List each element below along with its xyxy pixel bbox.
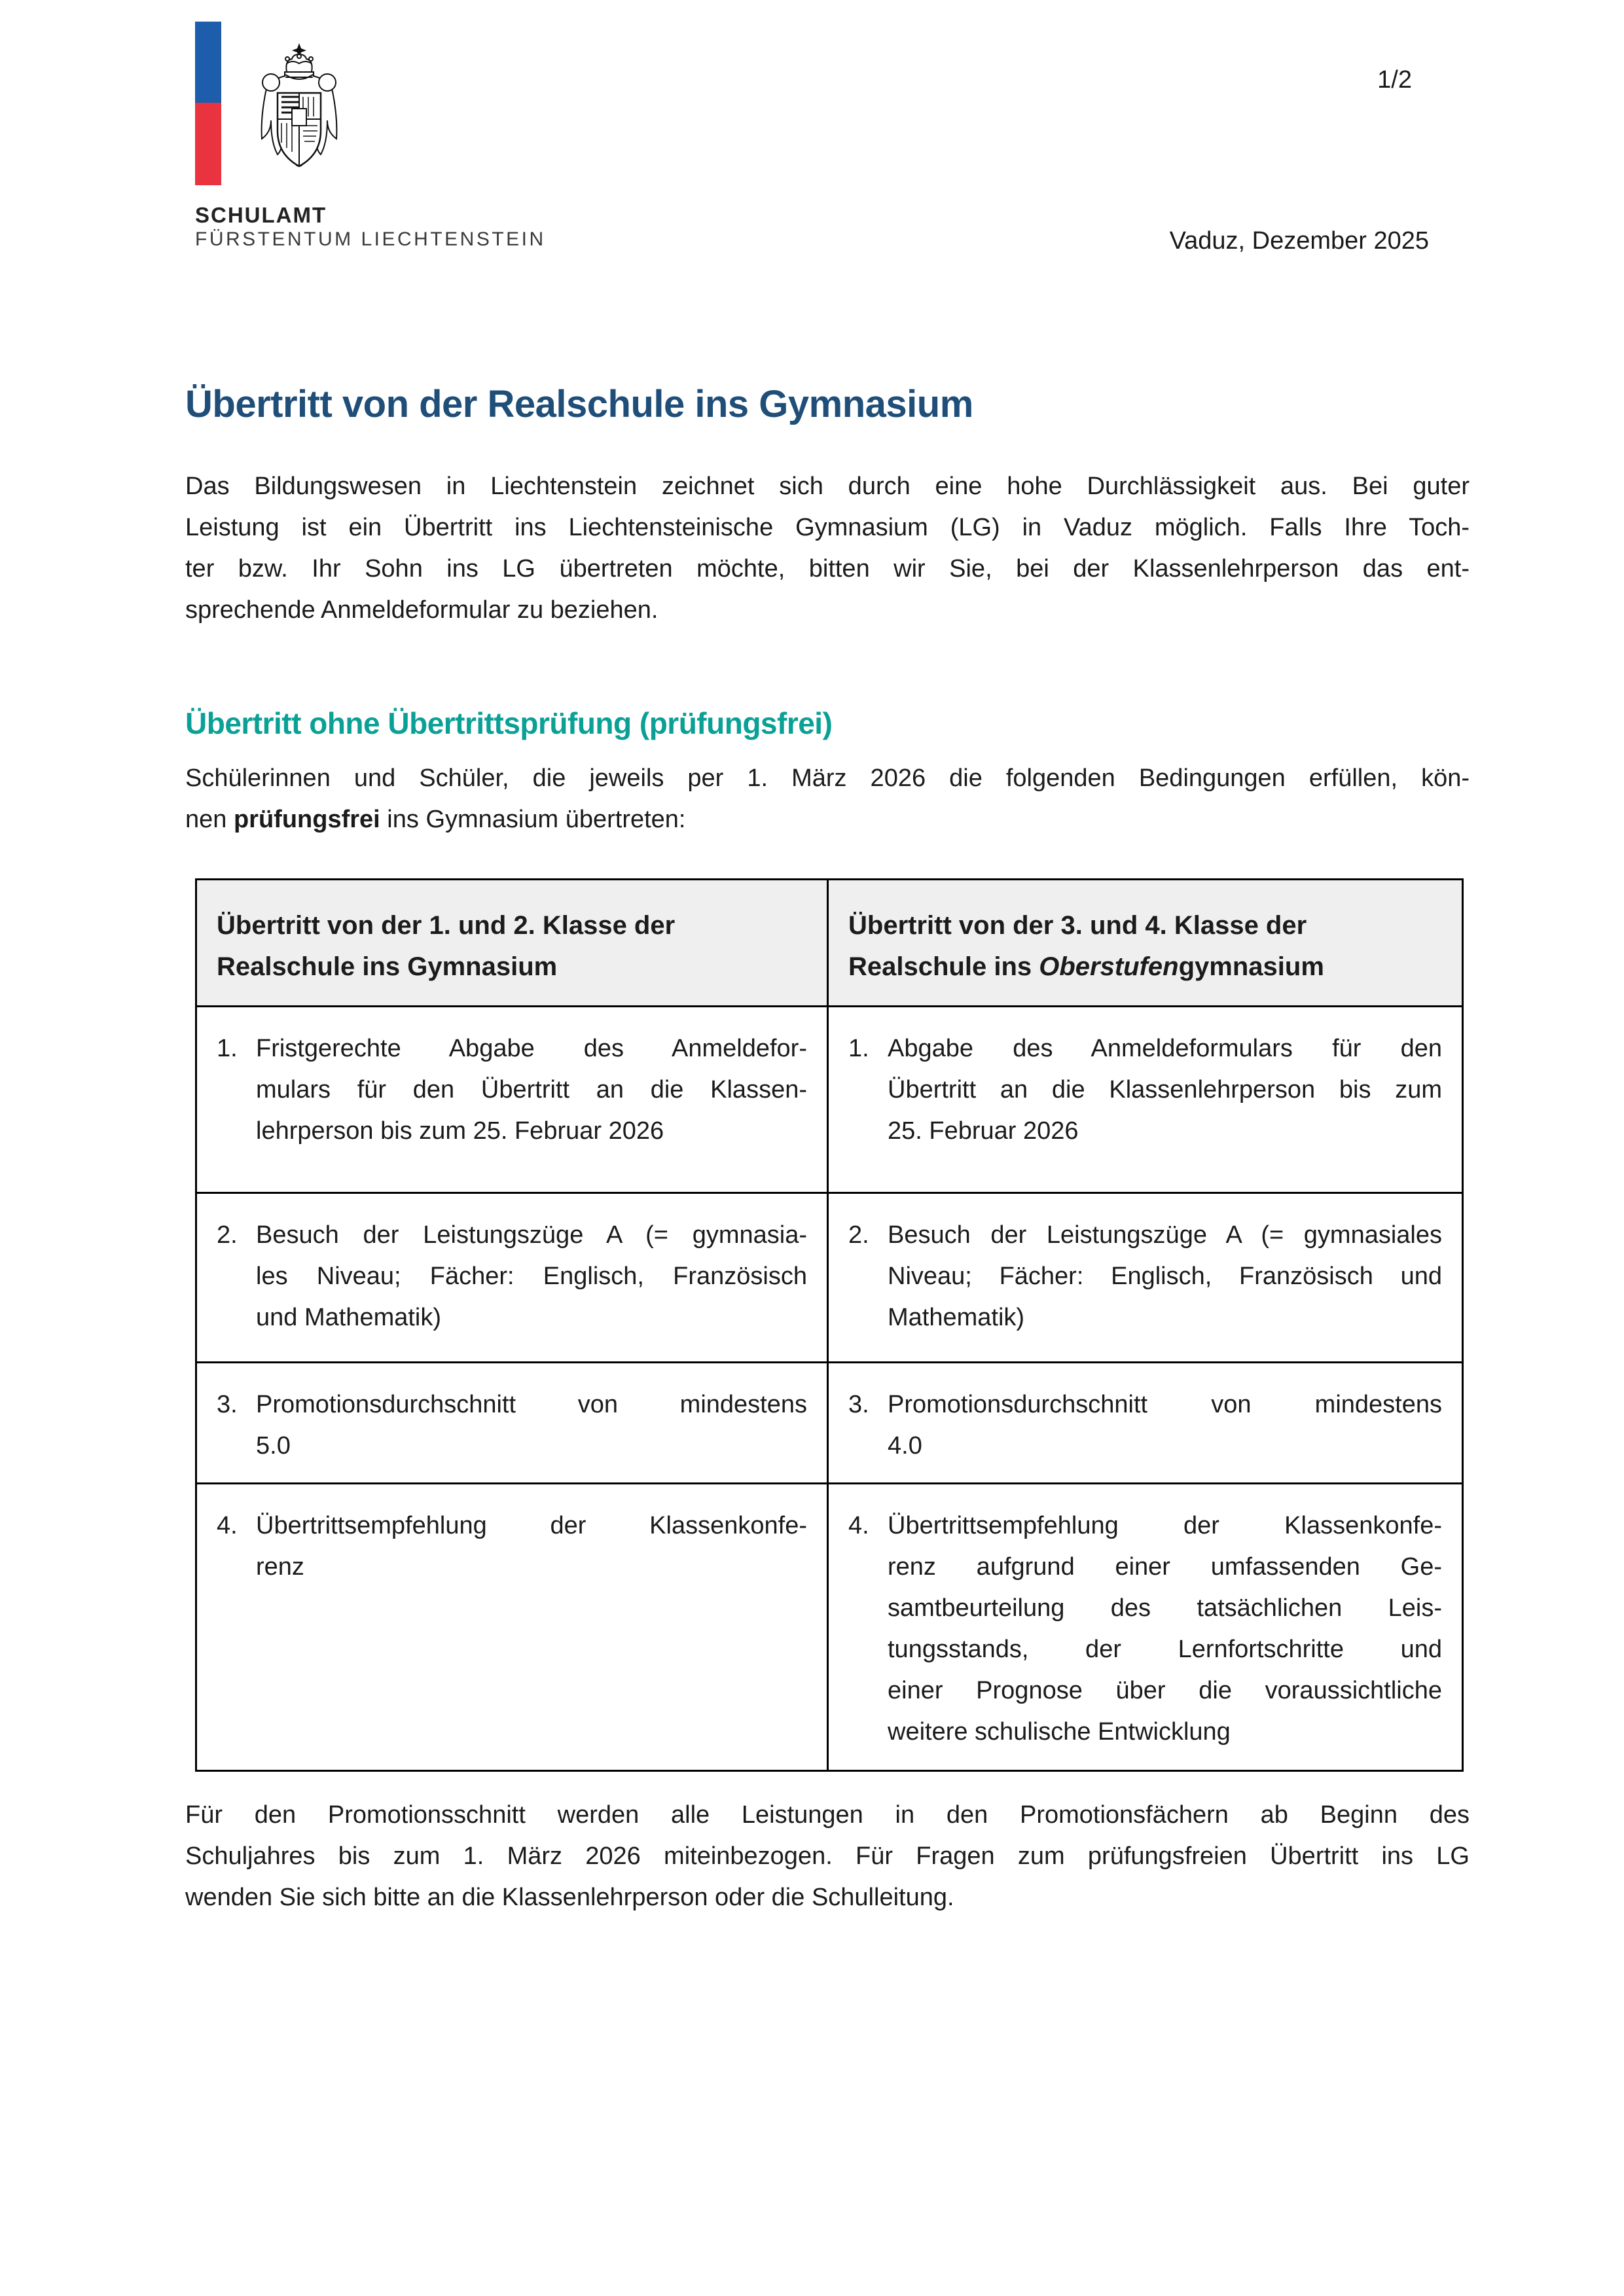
text-line: 5.0 — [256, 1432, 291, 1460]
org-subtitle: FÜRSTENTUM LIECHTENSTEIN — [195, 228, 546, 250]
text-line: Schuljahres bis zum 1. März 2026 miteinbezogen. Für Fragen zum prüfungsfreien Übertritt ins LG — [185, 1842, 1470, 1870]
list-number: 3. — [217, 1391, 238, 1418]
text-line: Übertritt von der 1. und 2. Klasse der — [217, 911, 676, 940]
text-line: und Mathematik) — [256, 1304, 442, 1331]
text-line: Realschule ins Gymnasium — [217, 952, 558, 981]
text-line — [185, 799, 1470, 840]
text-line: ter bzw. Ihr Sohn ins LG übertreten möchte, bitten wir Sie, bei der Klassenlehrperson das ent- — [185, 555, 1470, 583]
requirements-table — [195, 878, 1464, 1772]
lead-paragraph — [185, 758, 1470, 840]
list-number: 4. — [848, 1512, 869, 1539]
text-line: lehrperson bis zum 25. Februar 2026 — [256, 1117, 664, 1145]
text-line: wenden Sie sich bitte an die Klassenlehrperson oder die Schulleitung. — [185, 1884, 954, 1911]
text-line: Besuch der Leistungszüge A (= gymnasia- — [256, 1221, 807, 1249]
text-segment: nen — [185, 806, 234, 833]
text-line: 25. Februar 2026 — [888, 1117, 1079, 1145]
text-line: Promotionsdurchschnitt von mindestens — [888, 1391, 1442, 1418]
text-line: tungsstands, der Lernfortschritte und — [888, 1636, 1442, 1663]
text-segment: Realschule ins — [848, 952, 1039, 981]
text-line: samtbeurteilung des tatsächlichen Leis- — [888, 1594, 1442, 1622]
text-line: Abgabe des Anmeldeformulars für den — [888, 1035, 1442, 1062]
text-line: Promotionsdurchschnitt von mindestens — [256, 1391, 807, 1418]
logo-color-bar — [195, 22, 221, 185]
text-segment: ins Gymnasium übertreten: — [380, 806, 686, 833]
table-row — [196, 1363, 1463, 1484]
closing-paragraph — [185, 1795, 1470, 1918]
table-cell — [196, 1363, 828, 1484]
text-line: Übertritt an die Klassenlehrperson bis zum — [888, 1076, 1442, 1103]
place-date: Vaduz, Dezember 2025 — [1169, 227, 1429, 255]
table-header-cell-left — [196, 880, 828, 1007]
document-title: Übertritt von der Realschule ins Gymnasium — [185, 382, 973, 425]
table-cell — [196, 1484, 828, 1771]
table-cell — [828, 1007, 1463, 1193]
page-number: 1/2 — [1377, 66, 1412, 94]
text-line: Mathematik) — [888, 1304, 1025, 1331]
text-line: einer Prognose über die voraussichtliche — [888, 1677, 1442, 1704]
text-line: mulars für den Übertritt an die Klassen- — [256, 1076, 807, 1103]
logo-bar-red — [195, 103, 221, 185]
table-row — [196, 1007, 1463, 1193]
table-row — [196, 1193, 1463, 1363]
text-line: Besuch der Leistungszüge A (= gymnasiales — [888, 1221, 1442, 1249]
list-number: 3. — [848, 1391, 869, 1418]
text-line: les Niveau; Fächer: Englisch, Französisch — [256, 1263, 807, 1290]
text-segment: gymnasium — [1178, 952, 1324, 981]
table-cell — [196, 1193, 828, 1363]
text-line: renz — [256, 1553, 304, 1581]
list-number: 4. — [217, 1512, 238, 1539]
table-header-row — [196, 880, 1463, 1007]
text-line: Übertritt von der 3. und 4. Klasse der — [848, 911, 1307, 940]
italic-text-segment: Oberstufen — [1039, 952, 1179, 981]
text-line: Schülerinnen und Schüler, die jeweils per 1. März 2026 die folgenden Bedingungen erfüllen, kön- — [185, 764, 1470, 792]
text-line: 4.0 — [888, 1432, 922, 1460]
text-line: Das Bildungswesen in Liechtenstein zeichnet sich durch eine hohe Durchlässigkeit aus. Bei guter — [185, 473, 1470, 500]
section-heading: Übertritt ohne Übertrittsprüfung (prüfungsfrei) — [185, 706, 833, 741]
logo-bar-blue — [195, 22, 221, 103]
table-cell — [196, 1007, 828, 1193]
list-number: 1. — [217, 1035, 238, 1062]
table-row — [196, 1484, 1463, 1771]
text-line — [848, 946, 1442, 988]
list-number: 1. — [848, 1035, 869, 1062]
table-cell — [828, 1363, 1463, 1484]
list-number: 2. — [848, 1221, 869, 1249]
bold-text-segment: prüfungsfrei — [233, 806, 380, 833]
list-number: 2. — [217, 1221, 238, 1249]
text-line: weitere schulische Entwicklung — [888, 1718, 1231, 1746]
text-line: sprechende Anmeldeformular zu beziehen. — [185, 596, 659, 624]
text-line: Niveau; Fächer: Englisch, Französisch und — [888, 1263, 1442, 1290]
org-name: SCHULAMT — [195, 203, 327, 227]
coat-of-arms-icon — [244, 42, 355, 192]
text-line: Leistung ist ein Übertritt ins Liechtensteinische Gymnasium (LG) in Vaduz möglich. Falls Ihre Toch- — [185, 514, 1470, 541]
table-header-cell-right — [828, 880, 1463, 1007]
table-cell — [828, 1484, 1463, 1771]
text-line: Übertrittsempfehlung der Klassenkonfe- — [256, 1512, 807, 1539]
text-line: Übertrittsempfehlung der Klassenkonfe- — [888, 1512, 1442, 1539]
table-cell — [828, 1193, 1463, 1363]
text-line: Für den Promotionsschnitt werden alle Leistungen in den Promotionsfächern ab Beginn des — [185, 1801, 1470, 1829]
intro-paragraph — [185, 466, 1470, 631]
text-line: renz aufgrund einer umfassenden Ge- — [888, 1553, 1442, 1581]
text-line: Fristgerechte Abgabe des Anmeldefor- — [256, 1035, 807, 1062]
